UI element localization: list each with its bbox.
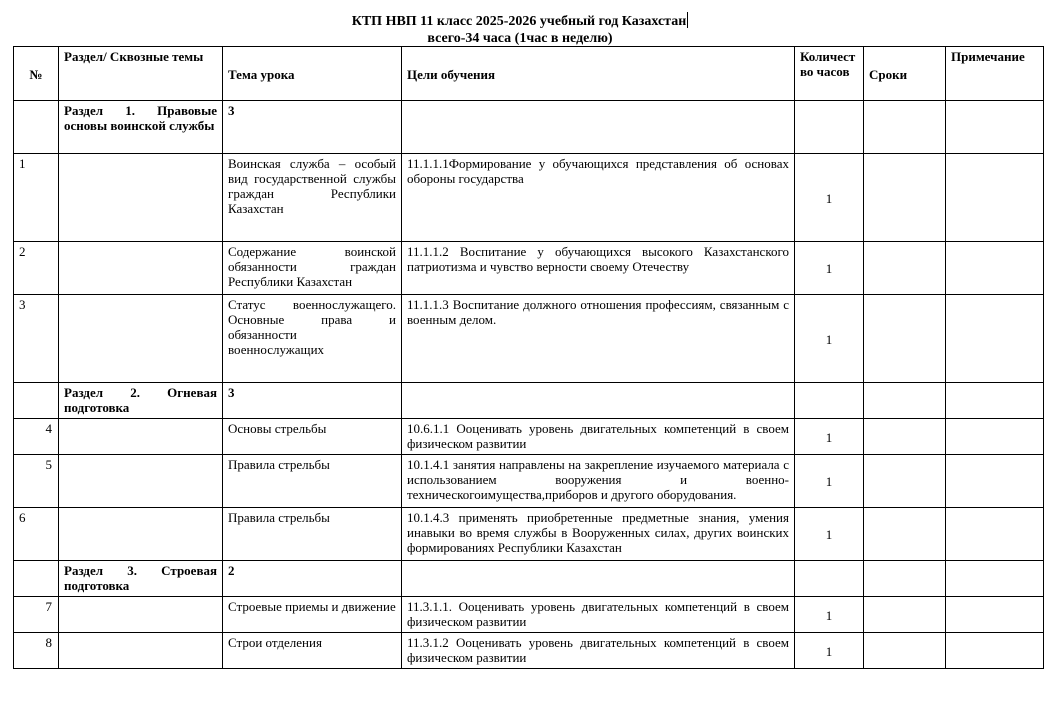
lesson-topic: Воинская служба – особый вид государственной службы граждан Республики Казахстан: [223, 154, 402, 242]
section-row: [14, 561, 1044, 597]
row-num: 5: [14, 455, 59, 508]
lesson-goals: 10.1.4.3 применять приобретенные предметные знания, умения инавыки во время службы в Вооруженных силах, других воинских формированиях Республики Казахстан: [402, 508, 795, 561]
header-num: №: [14, 47, 59, 101]
row-section: [59, 242, 223, 295]
row-notes: [946, 383, 1044, 419]
header-notes: Примечание: [946, 47, 1044, 101]
row-num: 4: [14, 419, 59, 455]
row-notes: [946, 242, 1044, 295]
lesson-row: [14, 597, 1044, 633]
row-dates: [864, 383, 946, 419]
section-hours: 3: [223, 101, 402, 154]
row-notes: [946, 295, 1044, 383]
lesson-topic: Правила стрельбы: [223, 455, 402, 508]
lesson-topic: Строи отделения: [223, 633, 402, 669]
lesson-goals: 11.1.1.2 Воспитание у обучающихся высокого Казахстанского патриотизма и чувство верности своему Отечеству: [402, 242, 795, 295]
section-title: Раздел 2. Огневая подготовка: [59, 383, 223, 419]
row-dates: [864, 419, 946, 455]
lesson-goals: 11.3.1.1. Ооценивать уровень двигательных компетенций в своем физическом развитии: [402, 597, 795, 633]
section-row: [14, 383, 1044, 419]
row-num: 8: [14, 633, 59, 669]
lesson-row: [14, 419, 1044, 455]
lesson-hours: 1: [795, 295, 864, 383]
lesson-row: [14, 295, 1044, 383]
lesson-goals: 10.1.4.1 занятия направлены на закрепление изучаемого материала с использованием вооружения и военно-техническогоимущества,приборов и другого оборудования.: [402, 455, 795, 508]
lesson-hours: 1: [795, 455, 864, 508]
row-hours: [795, 383, 864, 419]
row-section: [59, 508, 223, 561]
row-goals: [402, 101, 795, 154]
row-dates: [864, 597, 946, 633]
row-num: 7: [14, 597, 59, 633]
section-title: Раздел 1. Правовые основы воинской службы: [59, 101, 223, 154]
lesson-topic: Основы стрельбы: [223, 419, 402, 455]
lesson-hours: 1: [795, 597, 864, 633]
row-num: [14, 561, 59, 597]
text-cursor: [687, 12, 688, 28]
curriculum-table: [13, 46, 1044, 669]
lesson-goals: 11.3.1.2 Ооценивать уровень двигательных компетенций в своем физическом развитии: [402, 633, 795, 669]
row-section: [59, 295, 223, 383]
lesson-hours: 1: [795, 633, 864, 669]
row-section: [59, 154, 223, 242]
header-dates: Сроки: [864, 47, 946, 101]
title-line-2: всего-34 часа (1час в неделю): [427, 31, 613, 46]
lesson-topic: Строевые приемы и движение: [223, 597, 402, 633]
section-title: Раздел 3. Строевая подготовка: [59, 561, 223, 597]
header-section: Раздел/ Сквозные темы: [59, 47, 223, 101]
row-notes: [946, 508, 1044, 561]
lesson-hours: 1: [795, 419, 864, 455]
row-dates: [864, 508, 946, 561]
document-title: [0, 12, 1040, 47]
lesson-topic: Правила стрельбы: [223, 508, 402, 561]
row-hours: [795, 101, 864, 154]
row-notes: [946, 419, 1044, 455]
lesson-hours: 1: [795, 154, 864, 242]
row-section: [59, 455, 223, 508]
row-notes: [946, 455, 1044, 508]
row-notes: [946, 597, 1044, 633]
row-goals: [402, 383, 795, 419]
table-body: [14, 101, 1044, 669]
row-dates: [864, 242, 946, 295]
row-num: [14, 383, 59, 419]
lesson-row: [14, 508, 1044, 561]
lesson-hours: 1: [795, 242, 864, 295]
row-num: 3: [14, 295, 59, 383]
lesson-row: [14, 633, 1044, 669]
lesson-row: [14, 455, 1044, 508]
row-dates: [864, 154, 946, 242]
row-hours: [795, 561, 864, 597]
row-notes: [946, 154, 1044, 242]
row-goals: [402, 561, 795, 597]
row-notes: [946, 561, 1044, 597]
lesson-goals: 10.6.1.1 Ооценивать уровень двигательных компетенций в своем физическом развитии: [402, 419, 795, 455]
row-section: [59, 419, 223, 455]
lesson-goals: 11.1.1.1Формирование у обучающихся представления об основах обороны государства: [402, 154, 795, 242]
header-hours: Количество часов: [795, 47, 864, 101]
row-dates: [864, 455, 946, 508]
row-notes: [946, 101, 1044, 154]
row-dates: [864, 295, 946, 383]
row-num: 6: [14, 508, 59, 561]
lesson-hours: 1: [795, 508, 864, 561]
row-num: [14, 101, 59, 154]
section-row: [14, 101, 1044, 154]
header-topic: Тема урока: [223, 47, 402, 101]
row-dates: [864, 561, 946, 597]
row-dates: [864, 101, 946, 154]
header-row: [14, 47, 1044, 101]
row-num: 2: [14, 242, 59, 295]
section-hours: 2: [223, 561, 402, 597]
header-goals: Цели обучения: [402, 47, 795, 101]
section-hours: 3: [223, 383, 402, 419]
lesson-goals: 11.1.1.3 Воспитание должного отношения профессиям, связанным с военным делом.: [402, 295, 795, 383]
row-notes: [946, 633, 1044, 669]
row-section: [59, 633, 223, 669]
lesson-row: [14, 154, 1044, 242]
title-line-1: КТП НВП 11 класс 2025-2026 учебный год Казахстан: [351, 14, 687, 29]
lesson-topic: Содержание воинской обязанности граждан Республики Казахстан: [223, 242, 402, 295]
row-section: [59, 597, 223, 633]
row-num: 1: [14, 154, 59, 242]
lesson-topic: Статус военнослужащего. Основные права и обязанности военнослужащих: [223, 295, 402, 383]
row-dates: [864, 633, 946, 669]
lesson-row: [14, 242, 1044, 295]
